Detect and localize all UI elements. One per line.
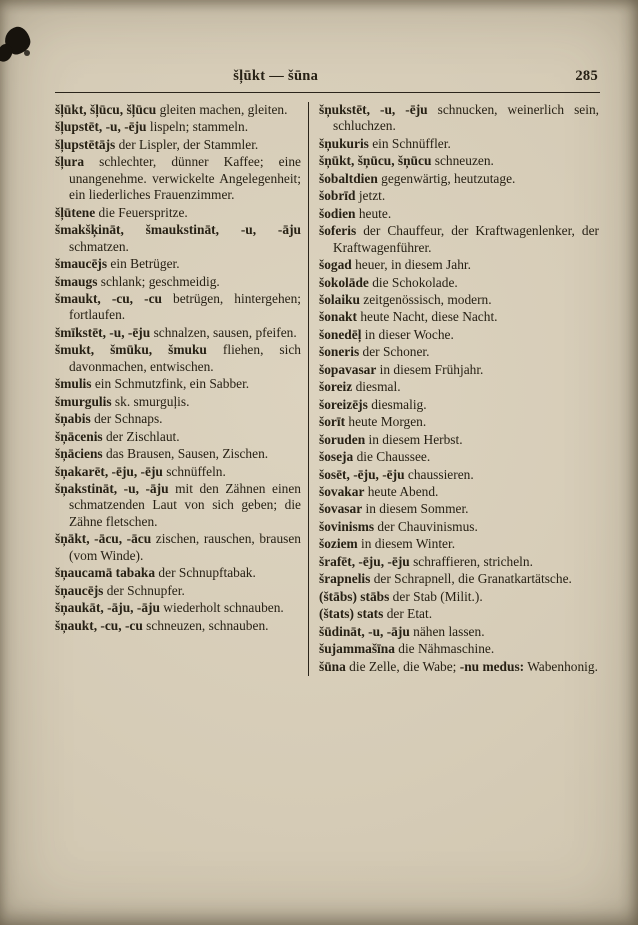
entry-definition: schnüffeln. <box>162 463 226 479</box>
dictionary-entry <box>55 376 301 392</box>
entry-headword: šmaukt, -cu, -cu <box>55 290 162 306</box>
entry-headword: šoferis <box>319 223 357 239</box>
dictionary-entry <box>319 397 599 413</box>
dictionary-entry <box>319 344 599 360</box>
entry-headword: (štats) stats <box>319 606 384 622</box>
dictionary-entry <box>55 102 301 118</box>
entry-headword: šļūkt, šļūcu, šļūcu <box>55 102 157 117</box>
entry-headword: šonakt <box>319 309 357 325</box>
entry-headword: šolaiku <box>319 291 360 307</box>
entry-definition: schneuzen, schnauben. <box>142 617 269 633</box>
entry-definition: ein Schnüffler. <box>368 135 451 151</box>
dictionary-entry <box>319 257 599 273</box>
entry-definition: der Zischlaut. <box>102 428 180 444</box>
entry-definition: das Brausen, Sausen, Zischen. <box>102 446 269 462</box>
entry-definition: jetzt. <box>355 188 386 204</box>
entry-definition: schneuzen. <box>431 153 494 169</box>
entry-headword: šogad <box>319 257 352 273</box>
entry-definition: die Zelle, die Wabe; <box>345 658 460 674</box>
dictionary-entry <box>319 571 599 587</box>
dictionary-entry <box>319 641 599 657</box>
text-columns <box>55 102 600 676</box>
entry-headword: šonedēļ <box>319 326 362 342</box>
dictionary-entry <box>55 256 301 272</box>
dictionary-entry <box>319 292 599 308</box>
entry-headword: šobrīd <box>319 188 356 204</box>
entry-definition: die Nähmaschine. <box>394 641 495 657</box>
dictionary-entry <box>55 137 301 153</box>
entry-headword: šujammašīna <box>319 641 395 657</box>
dictionary-entry <box>319 467 599 483</box>
dictionary-entry <box>55 325 301 341</box>
entry-definition: der Chauffeur, der Kraftwagenlenker, der Kraftwagenführer. <box>333 223 599 255</box>
dictionary-entry <box>319 362 599 378</box>
dictionary-entry <box>319 536 599 552</box>
entry-headword: šoruden <box>319 431 366 447</box>
entry-definition: heute Abend. <box>364 483 439 499</box>
entry-headword: šļupstēt, -u, -ēju <box>55 119 147 135</box>
entry-headword: šodien <box>319 205 356 221</box>
entry-headword: šovasar <box>319 501 363 517</box>
entry-definition: heute. <box>355 205 392 221</box>
dictionary-entry <box>55 274 301 290</box>
entry-definition: der Schrapnell, die Granatkartätsche. <box>370 571 572 587</box>
entry-definition: heute Morgen. <box>345 414 427 430</box>
entry-definition: schnalzen, sausen, pfeifen. <box>150 324 297 340</box>
entry-headword: šņabis <box>55 411 91 427</box>
entry-definition: sk. smurguļis. <box>111 393 190 409</box>
entry-headword: šokolāde <box>319 274 369 290</box>
entry-definition: der Stab (Milit.). <box>389 588 483 604</box>
entry-headword: šūna <box>319 658 346 674</box>
entry-headword: šņaucamā tabaka <box>55 565 156 581</box>
entry-definition: zeitgenössisch, modern. <box>359 291 492 307</box>
entry-definition: wiederholt schnauben. <box>159 600 284 616</box>
entry-headword: šoziem <box>319 536 358 552</box>
entry-headword: -nu medus: <box>459 658 525 674</box>
entry-definition: in diesem Frühjahr. <box>376 361 484 377</box>
dictionary-entry <box>319 501 599 517</box>
dictionary-entry <box>319 606 599 622</box>
dictionary-entry <box>319 188 599 204</box>
dictionary-entry <box>55 618 301 634</box>
dictionary-entry <box>319 102 599 135</box>
entry-definition: gleiten machen, gleiten. <box>156 102 288 117</box>
dictionary-entry <box>55 154 301 203</box>
entry-headword: šoneris <box>319 344 360 360</box>
dictionary-entry <box>55 411 301 427</box>
dictionary-entry <box>319 206 599 222</box>
entry-definition: chaussieren. <box>404 466 474 482</box>
dictionary-entry <box>55 565 301 581</box>
entry-definition: ein Schmutzfink, ein Sabber. <box>91 376 250 392</box>
entry-headword: šņaukāt, -āju, -āju <box>55 600 160 616</box>
entry-definition: Wabenhonig. <box>524 658 598 674</box>
entry-definition: fliehen, sich davonmachen, entwischen. <box>69 342 302 374</box>
entry-headword: šoreizējs <box>319 396 368 412</box>
dictionary-entry <box>55 583 301 599</box>
entry-definition: ein Betrüger. <box>107 256 180 272</box>
dictionary-entry <box>319 309 599 325</box>
entry-definition: die Feuerspritze. <box>95 204 188 220</box>
dictionary-entry <box>319 327 599 343</box>
entry-definition: zischen, rauschen, brausen (vom Winde). <box>69 531 301 563</box>
entry-headword: šņācenis <box>55 428 103 444</box>
entry-definition: in diesem Herbst. <box>365 431 463 447</box>
entry-headword: šmurgulis <box>55 393 112 409</box>
entry-headword: šobaltdien <box>319 170 378 186</box>
dictionary-entry <box>319 624 599 640</box>
entry-definition: der Chauvinismus. <box>374 518 478 534</box>
entry-definition: diesmalig. <box>367 396 427 412</box>
entry-headword: šmulis <box>55 376 92 392</box>
entry-definition: schnucken, weinerlich sein, schluchzen. <box>333 102 600 134</box>
dictionary-entry <box>55 222 301 255</box>
dictionary-entry <box>55 291 301 324</box>
ink-stain <box>24 50 30 56</box>
page-number: 285 <box>575 68 598 84</box>
column-left <box>55 102 308 676</box>
entry-definition: der Schnupfer. <box>103 582 185 598</box>
entry-definition: in diesem Winter. <box>357 536 456 552</box>
entry-headword: šņukstēt, -u, -ēju <box>319 102 428 117</box>
entry-headword: šņūkt, šņūcu, šņūcu <box>319 153 432 169</box>
dictionary-entry <box>319 414 599 430</box>
dictionary-entry <box>319 449 599 465</box>
entry-definition: nähen lassen. <box>409 623 485 639</box>
entry-definition: gegenwärtig, heutzutage. <box>377 170 516 186</box>
entry-definition: der Schnaps. <box>90 411 163 427</box>
entry-headword: šņakarēt, -ēju, -ēju <box>55 463 163 479</box>
dictionary-entry <box>319 659 599 675</box>
dictionary-entry <box>319 153 599 169</box>
entry-headword: šļūtene <box>55 204 96 220</box>
entry-definition: die Schokolade. <box>368 274 458 290</box>
entry-headword: šļupstētājs <box>55 136 116 152</box>
entry-definition: schraffieren, stricheln. <box>409 553 533 569</box>
entry-headword: šņaukt, -cu, -cu <box>55 617 143 633</box>
dictionary-entry <box>319 275 599 291</box>
entry-headword: šmakšķināt, šmaukstināt, -u, -āju <box>55 222 301 238</box>
entry-headword: šmaucējs <box>55 256 108 272</box>
dictionary-entry <box>319 223 599 256</box>
entry-headword: šņākt, -ācu, -ācu <box>55 531 152 547</box>
entry-definition: heuer, in diesem Jahr. <box>351 257 471 273</box>
entry-headword: šrapnelis <box>319 571 371 587</box>
header-rule <box>55 92 600 93</box>
entry-headword: šņukuris <box>319 135 369 151</box>
entry-definition: der Schnupftabak. <box>155 565 256 581</box>
entry-headword: šopavasar <box>319 361 377 377</box>
dictionary-entry <box>55 429 301 445</box>
dictionary-entry <box>55 394 301 410</box>
entry-headword: (štābs) stābs <box>319 588 390 604</box>
dictionary-entry <box>55 446 301 462</box>
entry-definition: lispeln; stammeln. <box>146 119 249 135</box>
entry-definition: der Etat. <box>383 606 433 622</box>
entry-definition: der Lispler, der Stammler. <box>115 136 259 152</box>
entry-headword: šovakar <box>319 483 365 499</box>
dictionary-entry <box>319 171 599 187</box>
entry-definition: die Chaussee. <box>353 449 431 465</box>
dictionary-entry <box>55 600 301 616</box>
dictionary-entry <box>319 484 599 500</box>
entry-headword: šrafēt, -ēju, -ēju <box>319 553 410 569</box>
dictionary-entry <box>319 554 599 570</box>
entry-headword: šņaucējs <box>55 582 104 598</box>
entry-definition: schlank; geschmeidig. <box>97 273 220 289</box>
column-right <box>309 102 599 676</box>
entry-headword: šoreiz <box>319 379 353 395</box>
entry-headword: šoseja <box>319 449 354 465</box>
entry-definition: diesmal. <box>352 379 401 395</box>
dictionary-entry <box>55 205 301 221</box>
entry-headword: šņakstināt, -u, -āju <box>55 480 169 496</box>
entry-headword: šmaugs <box>55 273 98 289</box>
dictionary-entry <box>319 432 599 448</box>
entry-definition: der Schoner. <box>359 344 430 360</box>
entry-headword: šorīt <box>319 414 346 430</box>
entry-definition: heute Nacht, diese Nacht. <box>356 309 498 325</box>
dictionary-entry <box>55 464 301 480</box>
dictionary-entry <box>319 379 599 395</box>
dictionary-entry <box>319 519 599 535</box>
entry-headword: šļura <box>55 154 85 170</box>
entry-headword: šūdināt, -u, -āju <box>319 623 410 639</box>
entry-headword: šmīkstēt, -u, -ēju <box>55 324 151 340</box>
entry-definition: schlechter, dünner Kaffee; eine unangenehme. verwickelte Angelegenheit; ein liederliches Frauenzimmer. <box>69 154 301 203</box>
entry-definition: mit den Zähnen einen schmatzenden Laut von sich geben; die Zähne fletschen. <box>69 480 302 529</box>
entry-headword: šmukt, šmūku, šmuku <box>55 342 207 358</box>
page-content <box>55 68 600 676</box>
entry-definition: betrügen, hintergehen; fortlaufen. <box>69 290 301 323</box>
entry-headword: šosēt, -ēju, -ēju <box>319 466 405 482</box>
dictionary-entry <box>319 589 599 605</box>
dictionary-entry <box>319 136 599 152</box>
dictionary-entry <box>55 531 301 564</box>
entry-definition: schmatzen. <box>69 238 129 254</box>
entry-headword: šņāciens <box>55 446 103 462</box>
running-header <box>55 68 600 88</box>
entry-definition: in dieser Woche. <box>361 326 454 342</box>
entry-definition: in diesem Sommer. <box>362 501 469 517</box>
header-title: šļūkt — šūna <box>233 68 319 84</box>
dictionary-entry <box>55 119 301 135</box>
dictionary-entry <box>55 481 301 530</box>
dictionary-entry <box>55 342 301 375</box>
entry-headword: šovinisms <box>319 518 375 534</box>
